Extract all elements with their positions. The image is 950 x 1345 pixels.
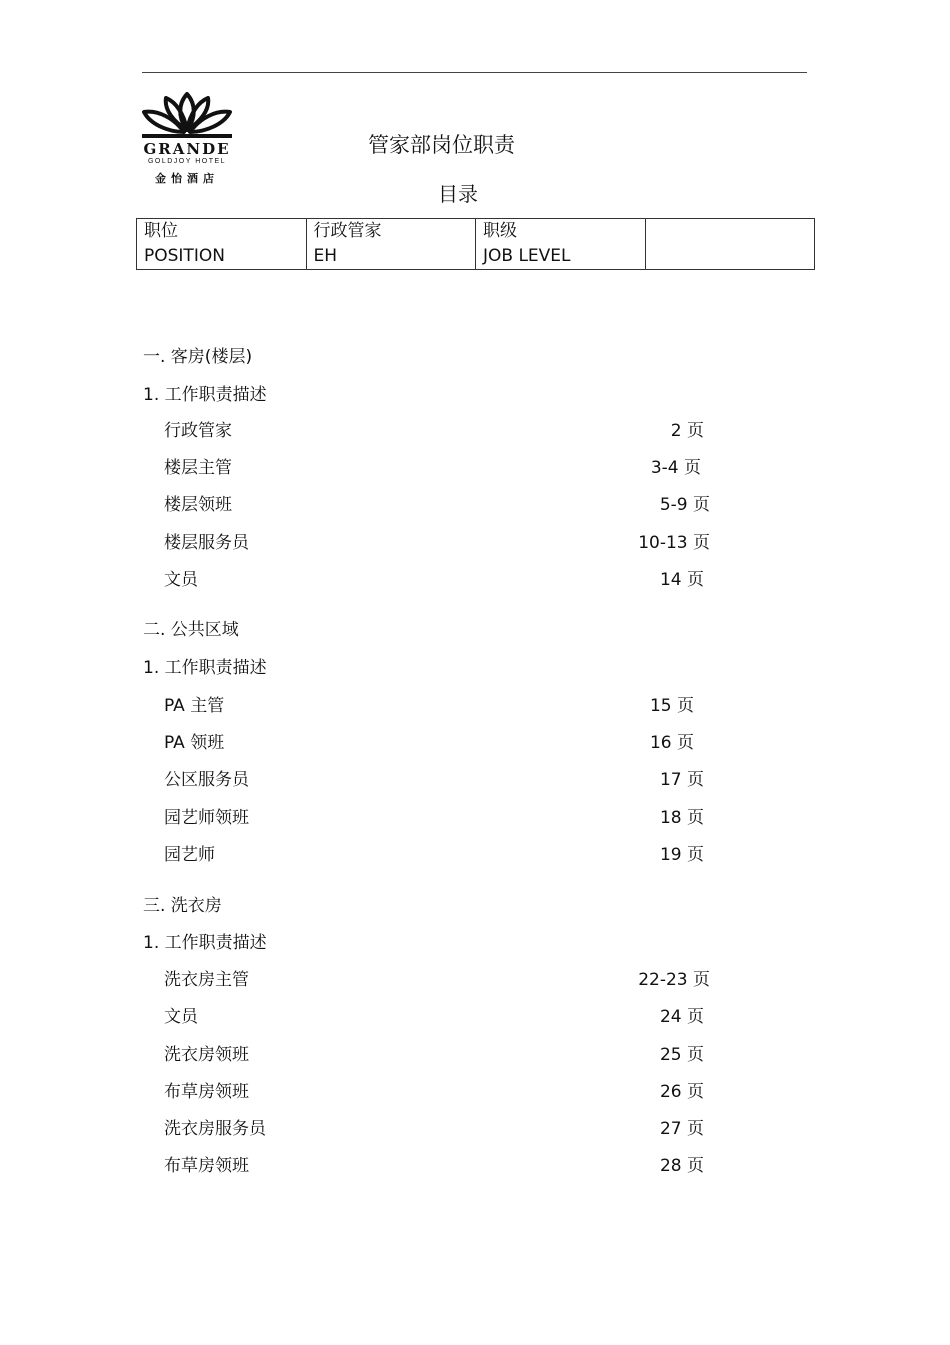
toc-item-page: 27 页	[659, 1119, 704, 1139]
toc-item-label: 布草房领班	[164, 1082, 249, 1102]
toc-item-page: 17 页	[659, 770, 704, 790]
toc-item-label: 园艺师	[164, 845, 215, 865]
logo-subtitle: GOLDJOY HOTEL	[147, 158, 227, 165]
toc-item-label: 洗衣房主管	[164, 970, 249, 990]
toc-subheading: 1. 工作职责描述	[143, 658, 267, 678]
toc-item-page: 18 页	[659, 808, 704, 828]
toc-section-heading: 一. 客房(楼层)	[143, 347, 253, 367]
logo-wordmark: GRANDE	[143, 140, 231, 158]
toc-item-page: 28 页	[659, 1156, 704, 1176]
toc-item-page: 24 页	[659, 1007, 704, 1027]
toc-item-label: 行政管家	[164, 421, 232, 441]
position-label-en: POSITION	[144, 246, 225, 266]
toc-item-page: 10-13 页	[638, 533, 710, 553]
toc-item-page: 15 页	[649, 696, 694, 716]
position-value-en: EH	[313, 246, 338, 266]
toc-title: 目录	[438, 182, 478, 206]
toc-item-page: 19 页	[659, 845, 704, 865]
toc-item-page: 16 页	[649, 733, 694, 753]
toc-subheading: 1. 工作职责描述	[143, 933, 267, 953]
toc-item-page: 3-4 页	[650, 458, 701, 478]
toc-item-page: 25 页	[659, 1045, 704, 1065]
toc-item-page: 26 页	[659, 1082, 704, 1102]
toc-item-label: 洗衣房领班	[164, 1045, 249, 1065]
toc-item-label: 楼层主管	[164, 458, 232, 478]
toc-item-label: 楼层服务员	[164, 533, 249, 553]
toc-item-label: 布草房领班	[164, 1156, 249, 1176]
toc-item-label: 园艺师领班	[164, 808, 249, 828]
position-value-cn: 行政管家	[313, 221, 382, 241]
position-info-table	[136, 218, 815, 270]
toc-item-label: 文员	[164, 570, 198, 590]
toc-section-heading: 二. 公共区域	[143, 620, 239, 640]
level-value-cell	[645, 219, 815, 270]
toc-item-page: 2 页	[670, 421, 704, 441]
toc-item-page: 22-23 页	[638, 970, 710, 990]
document-title: 管家部岗位职责	[368, 133, 515, 157]
level-label-cn: 职级	[483, 221, 517, 241]
logo-chinese-name: 金怡酒店	[155, 172, 219, 185]
toc-item-label: PA 领班	[164, 733, 225, 753]
header-rule	[142, 72, 807, 73]
toc-section-heading: 三. 洗衣房	[143, 896, 222, 916]
toc-item-label: 洗衣房服务员	[164, 1119, 266, 1139]
toc-item-label: 公区服务员	[164, 770, 249, 790]
toc-item-page: 5-9 页	[659, 495, 710, 515]
level-label-cell	[476, 219, 646, 270]
toc-item-label: 楼层领班	[164, 495, 232, 515]
lotus-icon	[134, 90, 240, 140]
toc-item-label: 文员	[164, 1007, 198, 1027]
position-value-cell	[306, 219, 476, 270]
hotel-logo	[128, 90, 246, 186]
toc-item-page: 14 页	[659, 570, 704, 590]
table-row	[137, 219, 815, 270]
position-label-cell	[137, 219, 307, 270]
position-label-cn: 职位	[144, 221, 178, 241]
toc-item-label: PA 主管	[164, 696, 225, 716]
toc-subheading: 1. 工作职责描述	[143, 385, 267, 405]
level-label-en: JOB LEVEL	[483, 246, 571, 266]
